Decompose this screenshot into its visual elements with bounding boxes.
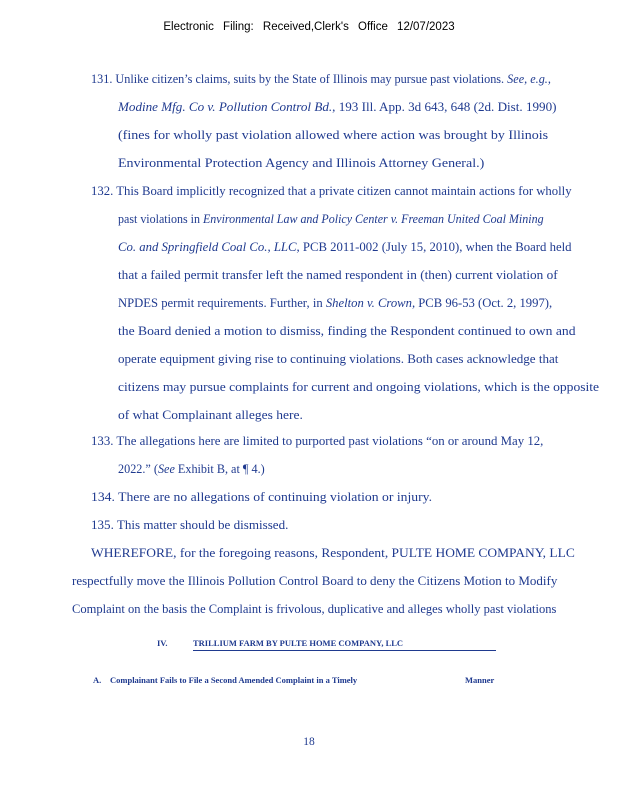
- p132-line: [118, 324, 576, 339]
- p132-line: [118, 240, 572, 255]
- section-title-underline: [193, 650, 496, 651]
- italic-citation: Environmental Law and Policy Center v. Freeman United Coal Mining: [202, 212, 544, 226]
- text-run: 133. The allegations here are limited to purported past violations “on or around May 12,: [91, 434, 544, 448]
- wherefore-line: [91, 546, 575, 561]
- text-run: that a failed permit transfer left the named respondent in (then) current violation of: [118, 268, 558, 282]
- text-run: respectfully move the Illinois Pollution Control Board to deny the Citizens Motion to Modify: [72, 574, 558, 588]
- italic-citation: See, e.g.,: [507, 72, 551, 86]
- p133-line: [91, 434, 543, 449]
- p135-line: [91, 518, 288, 533]
- text-run: 2022.” (: [118, 462, 158, 476]
- section-title: TRILLIUM FARM BY PULTE HOME COMPANY, LLC: [193, 638, 404, 648]
- wherefore-line: [72, 602, 556, 617]
- p132-line: [118, 408, 303, 423]
- italic-citation: Co. and Springfield Coal Co., LLC,: [118, 240, 300, 254]
- page-number: 18: [303, 736, 315, 748]
- subsection-title: Complainant Fails to File a Second Amended Complaint in a Timely: [110, 675, 358, 685]
- text-run: Environmental Protection Agency and Illinois Attorney General.): [118, 156, 485, 170]
- text-run: operate equipment giving rise to continuing violations. Both cases acknowledge that: [118, 352, 559, 366]
- subsection-letter: A.: [93, 675, 102, 685]
- p131-line: [118, 100, 556, 115]
- italic-citation: See: [157, 462, 175, 476]
- p132-line: [118, 380, 599, 395]
- section-number: IV.: [157, 638, 168, 648]
- text-run: the Board denied a motion to dismiss, finding the Respondent continued to own and: [118, 324, 576, 338]
- p131-line: [118, 156, 484, 171]
- text-run: 134. There are no allegations of continuing violation or injury.: [91, 490, 433, 504]
- subsection-title-end: Manner: [465, 675, 495, 685]
- italic-citation: Shelton v. Crown,: [325, 296, 416, 310]
- p134-line: [91, 490, 432, 505]
- text-run: 131. Unlike citizen’s claims, suits by the State of Illinois may pursue past violations.: [91, 72, 508, 86]
- p131-line: [91, 72, 551, 87]
- text-run: 132. This Board implicitly recognized that a private citizen cannot maintain actions for wholly: [91, 184, 572, 198]
- text-run: 135. This matter should be dismissed.: [91, 518, 289, 532]
- p132-line: [118, 268, 558, 283]
- electronic-filing-header: Electronic Filing: Received,Clerk's Office 12/07/2023: [163, 21, 455, 33]
- text-run: citizens may pursue complaints for current and ongoing violations, which is the opposite: [118, 380, 600, 394]
- p131-line: [118, 128, 548, 143]
- text-run: Complaint on the basis the Complaint is frivolous, duplicative and alleges wholly past violations: [72, 602, 557, 616]
- p132-line: [118, 352, 558, 367]
- text-run: (fines for wholly past violation allowed where action was brought by Illinois: [118, 128, 549, 142]
- text-run: past violations in: [118, 212, 203, 226]
- text-run: PCB 96-53 (Oct. 2, 1997),: [415, 296, 553, 310]
- text-run: Exhibit B, at ¶ 4.): [174, 462, 265, 476]
- wherefore-line: [72, 574, 557, 589]
- p132-line: [118, 212, 544, 227]
- text-run: of what Complainant alleges here.: [118, 408, 303, 422]
- p132-line: [91, 184, 572, 199]
- text-run: WHEREFORE, for the foregoing reasons, Respondent, PULTE HOME COMPANY, LLC: [91, 546, 575, 560]
- p133-line: [118, 462, 265, 477]
- p132-line: [118, 296, 552, 311]
- text-run: , 193 Ill. App. 3d 643, 648 (2d. Dist. 1990): [332, 100, 557, 114]
- text-run: PCB 2011-002 (July 15, 2010), when the Board held: [299, 240, 572, 254]
- text-run: NPDES permit requirements. Further, in: [118, 296, 326, 310]
- italic-citation: Modine Mfg. Co v. Pollution Control Bd.: [118, 100, 333, 114]
